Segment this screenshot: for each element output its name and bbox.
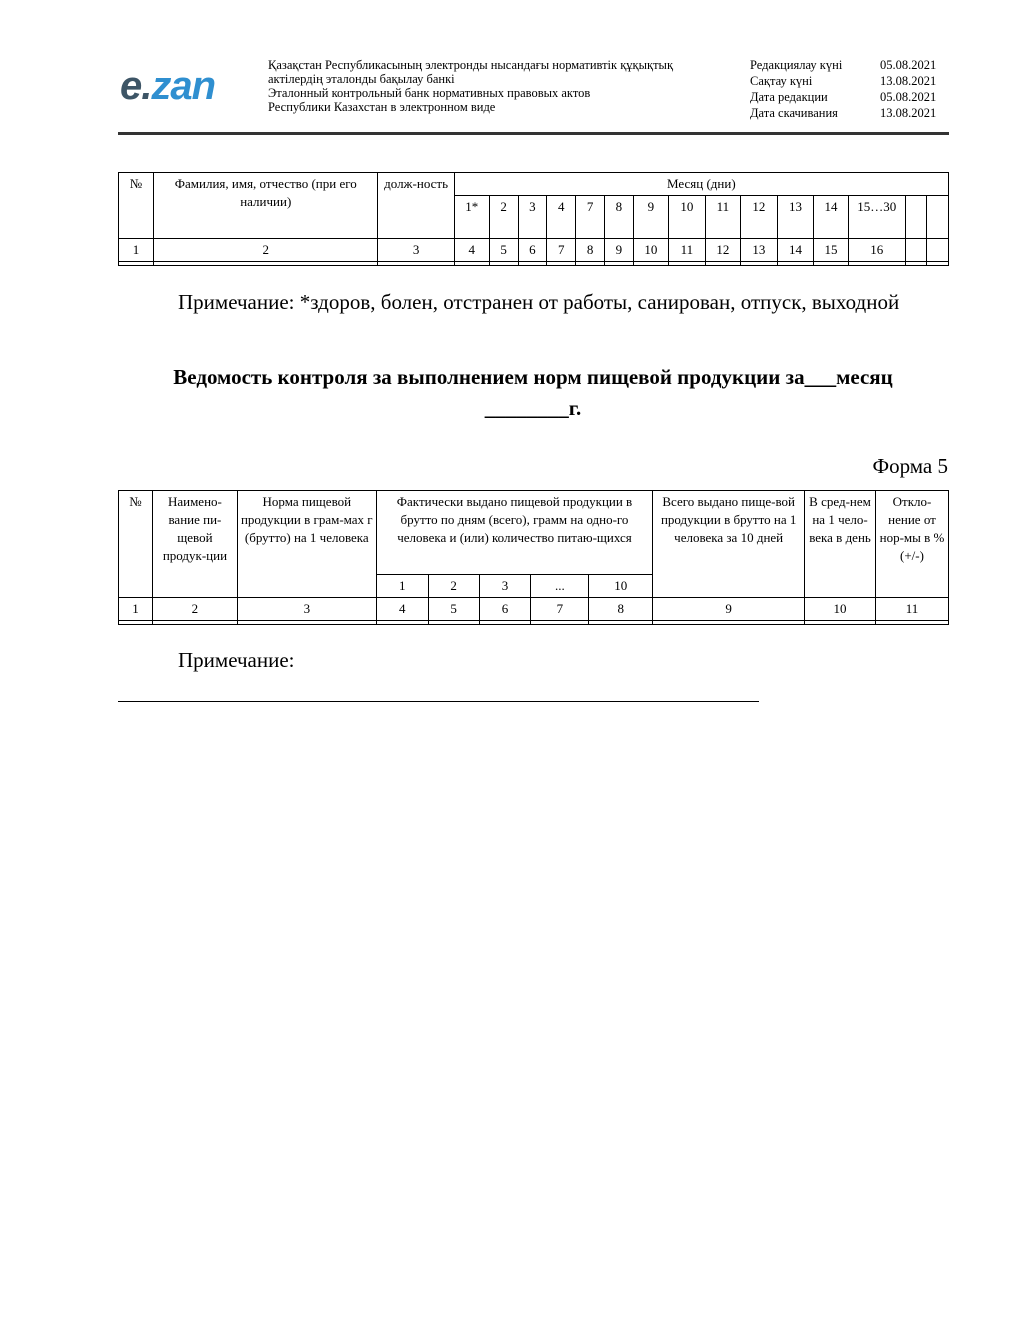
meta-row: Дата редакции 05.08.2021 xyxy=(750,90,937,104)
number-cell: 4 xyxy=(376,598,428,621)
number-cell: 11 xyxy=(668,239,705,262)
day-cell: 3 xyxy=(518,196,547,239)
col-header-no: № xyxy=(119,173,154,239)
day-cell: 14 xyxy=(813,196,848,239)
header-line: актілердің эталонды бақылау банкі xyxy=(268,72,455,86)
number-cell: 6 xyxy=(518,239,547,262)
day-cell: 2 xyxy=(489,196,518,239)
day-cell: 4 xyxy=(547,196,576,239)
number-cell: 12 xyxy=(705,239,740,262)
document-title: Ведомость контроля за выполнением норм пищевой продукции за___месяц ________г. xyxy=(173,365,893,420)
header-divider xyxy=(118,132,949,135)
day-cell: 9 xyxy=(633,196,668,239)
header-dates xyxy=(750,57,950,121)
number-cell: 10 xyxy=(633,239,668,262)
number-cell: 5 xyxy=(428,598,479,621)
number-cell: 14 xyxy=(777,239,813,262)
note-statuses: Примечание: *здоров, болен, отстранен от работы, санирован, отпуск, выходной xyxy=(178,290,900,314)
number-cell: 3 xyxy=(237,598,376,621)
number-cell xyxy=(927,239,949,262)
col-header-total: Всего выдано пище-вой продукции в брутто на 1 человека за 10 дней xyxy=(653,491,805,598)
day-cell: 10 xyxy=(668,196,705,239)
header-line: Қазақстан Республикасының электронды нысандағы нормативтік құқықтық xyxy=(268,58,674,72)
col-header-month: Месяц (дни) xyxy=(454,173,948,196)
number-cell: 7 xyxy=(531,598,589,621)
day-cell: ... xyxy=(531,575,589,598)
meta-row: Сақтау күні 13.08.2021 xyxy=(750,74,937,88)
number-cell: 9 xyxy=(605,239,634,262)
day-cell: 1 xyxy=(376,575,428,598)
attendance-table xyxy=(118,172,949,266)
number-cell: 8 xyxy=(576,239,605,262)
number-cell: 5 xyxy=(489,239,518,262)
col-header-norm: Норма пищевой продукции в грам-мах г (брутто) на 1 человека xyxy=(237,491,376,598)
col-header-deviation: Откло-нение от нор-мы в % (+/-) xyxy=(875,491,948,598)
day-cell: 2 xyxy=(428,575,479,598)
header-description xyxy=(268,58,738,114)
day-cell: 10 xyxy=(589,575,653,598)
col-header-position: долж-ность xyxy=(378,173,454,239)
number-cell: 1 xyxy=(119,239,154,262)
number-cell: 16 xyxy=(848,239,905,262)
number-cell: 11 xyxy=(875,598,948,621)
number-cell: 2 xyxy=(154,239,378,262)
col-header-average: В сред-нем на 1 чело-века в день xyxy=(805,491,876,598)
header-line: Эталонный контрольный банк нормативных правовых актов xyxy=(268,86,591,100)
ezan-logo: e.zan xyxy=(120,64,216,108)
day-cell: 15…30 xyxy=(848,196,905,239)
day-cell: 8 xyxy=(605,196,634,239)
number-cell: 9 xyxy=(653,598,805,621)
table-row xyxy=(119,621,949,625)
number-cell: 15 xyxy=(813,239,848,262)
col-header-name: Фамилия, имя, отчество (при его наличии) xyxy=(154,173,378,239)
col-header-actual: Фактически выдано пищевой продукции в брутто по дням (всего), грамм на одно-го человека и (или) количество питаю-щихся xyxy=(376,491,653,575)
number-cell: 6 xyxy=(479,598,531,621)
footer-rule xyxy=(118,701,759,702)
number-cell: 8 xyxy=(589,598,653,621)
day-cell: 11 xyxy=(705,196,740,239)
day-cell: 3 xyxy=(479,575,531,598)
col-header-no: № xyxy=(119,491,153,598)
day-cell: 1* xyxy=(454,196,489,239)
number-cell: 1 xyxy=(119,598,153,621)
form-number: Форма 5 xyxy=(872,454,948,478)
number-cell: 13 xyxy=(740,239,777,262)
day-cell xyxy=(905,196,927,239)
number-cell: 4 xyxy=(454,239,489,262)
food-control-table xyxy=(118,490,949,625)
table-row xyxy=(119,262,949,266)
day-cell: 12 xyxy=(740,196,777,239)
number-cell: 10 xyxy=(805,598,876,621)
col-header-product: Наимено-вание пи-щевой продук-ции xyxy=(152,491,237,598)
number-cell xyxy=(905,239,927,262)
number-cell: 7 xyxy=(547,239,576,262)
note-footer: Примечание: xyxy=(178,648,295,672)
meta-row: Редакциялау күні 05.08.2021 xyxy=(750,58,937,72)
header-line: Республики Казахстан в электронном виде xyxy=(268,100,496,114)
day-cell xyxy=(927,196,949,239)
number-cell: 3 xyxy=(378,239,454,262)
day-cell: 13 xyxy=(777,196,813,239)
day-cell: 7 xyxy=(576,196,605,239)
meta-row: Дата скачивания 13.08.2021 xyxy=(750,106,937,120)
number-cell: 2 xyxy=(152,598,237,621)
